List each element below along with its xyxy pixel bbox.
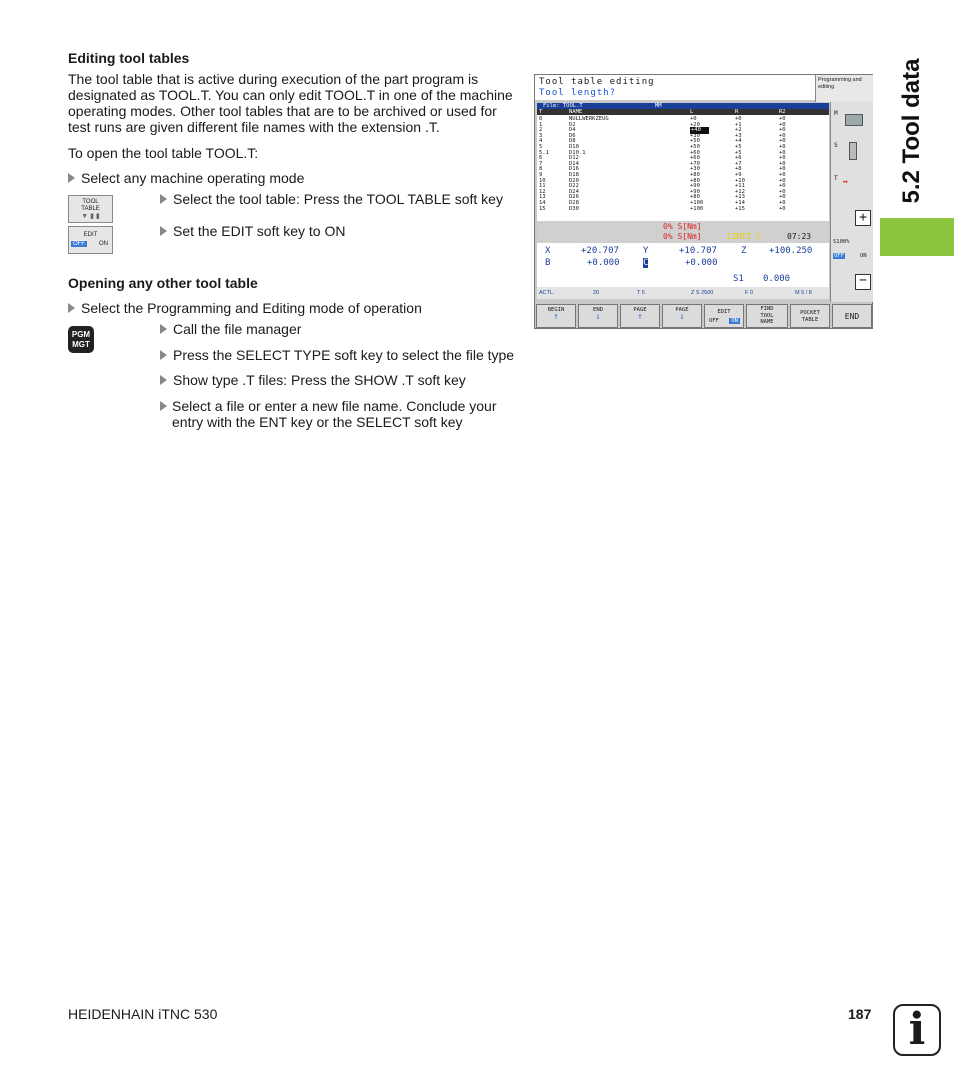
table-cell: 11 [539,183,546,190]
table-cell: +5 [735,149,742,156]
sk-edit[interactable]: EDIT OFF ON [704,304,744,328]
table-cell: 9 [539,172,543,178]
clock: 07:23 [787,232,812,241]
sk-pocket-table[interactable]: POCKET TABLE [790,304,830,328]
table-cell: +0 [779,155,786,162]
table-cell: +100 [690,205,704,212]
sk-end-2[interactable]: END [832,304,872,328]
table-cell: +8 [735,166,742,173]
table-cell: +100 [690,200,704,206]
table-cell: +13 [735,194,745,201]
sk-find-tool-name[interactable]: FIND TOOL NAME [746,304,788,328]
bullet-arrow-icon [160,401,167,411]
position-display: X +20.707 Y +10.707 Z +100.250 B +0.000 C +0.000 [537,245,829,271]
side-t[interactable]: T [834,175,838,182]
table-cell: 10 [539,177,546,184]
table-cell: D16 [569,166,579,173]
bullet-arrow-icon [68,173,75,183]
table-cell: +0 [779,138,786,145]
side-s[interactable]: S [834,142,838,149]
table-cell: +70 [690,160,700,167]
tool-table-soft-key[interactable]: TOOL TABLE ▼ ▮ ▮ [68,195,113,223]
table-cell: NULLWERKZEUG [569,116,609,122]
table-cell: 5 [539,144,543,150]
step-show-t: Show type .T files: Press the SHOW .T soft key [160,372,466,388]
table-cell: +0 [779,116,786,122]
table-cell: +0 [779,205,786,212]
table-cell: D2 [569,121,576,128]
table-cell: +11 [735,183,745,190]
table-cell: D26 [569,194,579,201]
bullet-arrow-icon [160,194,167,204]
tool-icon: ▼ ▮ ▮ [81,213,100,220]
step-select-mode: Select any machine operating mode [68,170,304,186]
spindle-icon [849,142,857,160]
sk-end[interactable]: END ↓ [578,304,618,328]
minus-icon[interactable]: − [855,274,871,290]
table-cell: +60 [690,155,700,162]
table-cell: +6 [735,155,742,162]
table-cell: D28 [569,200,579,206]
step-file-manager: Call the file manager [160,321,301,337]
edit-off-label: OFF [73,241,85,247]
page-number: 187 [848,1006,872,1022]
info-row: ACTL. 20 T 5 Z S 2500 F 0 M 5 / 8 [537,287,829,299]
bullet-arrow-icon [160,350,167,360]
editing-heading: Editing tool tables [68,50,190,66]
side-on[interactable]: ON [860,253,867,259]
side-panel [830,102,873,302]
table-cell: +0 [779,177,786,184]
table-cell: +0 [779,144,786,150]
step-programming-mode: Select the Programming and Editing mode of operation [68,300,422,316]
table-cell: D8 [569,138,576,145]
footer-left: HEIDENHAIN iTNC 530 [68,1006,218,1022]
screen-title: Tool table editing [539,77,655,87]
side-off[interactable]: OFF [834,253,844,259]
table-cell: 1 [539,121,543,128]
table-header: T NAME L R R2 [537,109,829,115]
arrow-up-icon: ↑ [553,311,559,322]
arrow-up-icon: ↑ [637,311,643,322]
table-cell: +9 [735,172,742,178]
step-select-type: Press the SELECT TYPE soft key to select the file type [160,347,514,363]
spindle-row: S1 0.000 [537,273,829,285]
table-cell: +0 [779,188,786,195]
sk-begin[interactable]: BEGIN ↑ [536,304,576,328]
table-cell: 15 [539,205,546,212]
bullet-arrow-icon [68,303,75,313]
side-s100: S100% [833,239,850,245]
tool-holder-icon [845,114,863,126]
info-icon: i [893,1004,941,1056]
status1: 0% S[Nm] [663,222,702,231]
table-cell: +5 [735,144,742,150]
table-cell: D10.1 [569,149,586,156]
table-cell: +50 [690,138,700,145]
table-cell: D6 [569,132,576,139]
table-cell: +80 [690,194,700,201]
screen-prompt: Tool length? [539,88,617,98]
table-row[interactable] [537,206,829,213]
bullet-arrow-icon [160,226,167,236]
table-cell: D20 [569,177,579,184]
table-cell: +0 [779,166,786,173]
table-cell: D22 [569,183,579,190]
bullet-arrow-icon [160,324,167,334]
table-cell: 14 [539,200,546,206]
table-cell: D24 [569,188,579,195]
table-cell: +90 [690,188,700,195]
status-area [537,221,829,243]
table-cell: D14 [569,160,579,167]
table-cell: +0 [779,149,786,156]
table-cell: +10 [735,177,745,184]
tnc-screen [534,74,873,329]
table-cell: +0 [779,121,786,128]
table-cell: +0 [779,194,786,201]
limit-text: LIMIT 1 [727,232,761,241]
table-cell: +0 [779,160,786,167]
table-cell: +50 [690,144,700,150]
table-cell: 6 [539,155,543,162]
step-edit-on: Set the EDIT soft key to ON [160,223,345,239]
table-cell: +80 [690,172,700,178]
table-cell: +0 [779,132,786,139]
tool-change-icon: ↔ [843,177,848,186]
table-cell: +3 [735,132,742,139]
table-cell: +30 [690,166,700,173]
table-cell: +30 [690,132,700,139]
table-cell: +20 [690,121,700,128]
table-cell: +12 [735,188,745,195]
table-cell: +90 [690,183,700,190]
table-cell: +0 [779,127,786,134]
pgm-mgt-key[interactable]: PGM MGT [68,326,94,353]
step-select-file: Select a file or enter a new file name. Conclude your entry with the ENT key or the SELECT soft key [160,398,520,430]
arrow-down-icon: ↓ [679,311,685,322]
step-select-tool-table: Select the tool table: Press the TOOL TABLE soft key [160,191,503,207]
table-cell: +0 [779,183,786,190]
other-heading: Opening any other tool table [68,275,258,291]
table-cell: +15 [735,205,745,212]
table-cell: 5.1 [539,149,549,156]
file-bar: File: TOOL.T MM [537,103,829,109]
table-cell: D10 [569,144,579,150]
table-cell: +0 [779,200,786,206]
table-cell: +40 [690,127,709,134]
table-cell: D12 [569,155,579,162]
table-cell: D4 [569,127,576,134]
table-cell: D18 [569,172,579,178]
section-title: 5.2 Tool data [898,58,925,204]
open-line: To open the tool table TOOL.T: [68,145,259,161]
table-cell: 8 [539,166,543,173]
table-cell: 0 [539,116,543,122]
table-cell: +14 [735,200,745,206]
table-cell: 7 [539,160,543,167]
table-cell: 3 [539,132,543,139]
section-tab-green [880,218,954,256]
table-cell: +60 [690,149,700,156]
table-cell: +0 [779,172,786,178]
table-cell: +80 [690,177,700,184]
table-cell: 4 [539,138,543,145]
table-cell: +0 [690,116,697,122]
table-cell: 2 [539,127,543,134]
table-cell: +0 [735,116,742,122]
bullet-arrow-icon [160,375,167,385]
sk-page-up[interactable]: PAGE ↑ [620,304,660,328]
edit-on-label: ON [99,241,108,247]
table-cell: +2 [735,127,742,134]
status2: 0% S[Nm] [663,232,702,241]
table-cell: 13 [539,194,546,201]
plus-icon[interactable]: + [855,210,871,226]
table-cell: +1 [735,121,742,128]
table-cell: +7 [735,160,742,167]
side-m[interactable]: M [834,110,838,117]
table-cell: +4 [735,138,742,145]
arrow-down-icon: ↓ [595,311,601,322]
editing-intro: The tool table that is active during execution of the part program is designated as TOOL.T. You can only edit TOOL.T in one of the machine operating modes. Other tool tables that are to be archived or used for test runs are given different file names with the extension .T. [68,71,513,135]
table-cell: 12 [539,188,546,195]
edit-soft-key[interactable]: EDIT OFF ON [68,226,113,254]
table-cell: D30 [569,205,579,212]
sk-page-down[interactable]: PAGE ↓ [662,304,702,328]
mode-box: Programming and editing [815,75,873,102]
